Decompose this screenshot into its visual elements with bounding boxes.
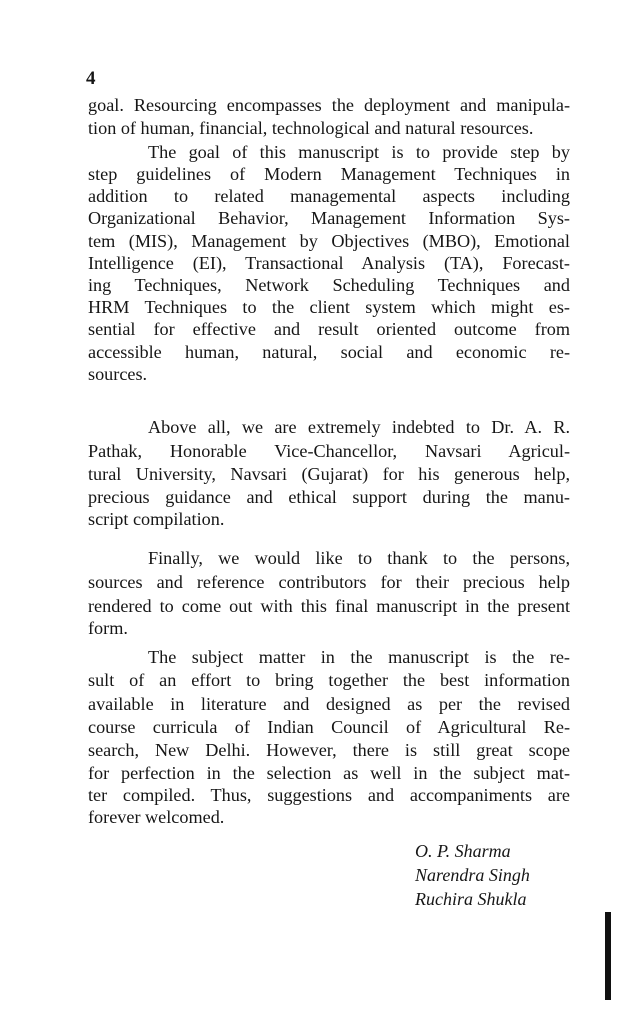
paragraph-2-line: sources. — [88, 364, 148, 384]
paragraph-4-line: form. — [88, 618, 128, 638]
author-name: Ruchira Shukla — [415, 889, 527, 909]
paragraph-2-line: Intelligence (EI), Transactional Analysis (TA), Forecast- — [88, 253, 570, 273]
paragraph-3-line: Pathak, Honorable Vice-Chancellor, Navsari Agricul- — [88, 441, 570, 461]
paragraph-3-line: precious guidance and ethical support during the manu- — [88, 487, 570, 507]
scan-artifact-bar — [605, 912, 611, 1000]
paragraph-3-line: script compilation. — [88, 509, 225, 529]
paragraph-2-line: ing Techniques, Network Scheduling Techniques and — [88, 275, 570, 295]
paragraph-1-line: tion of human, financial, technological and natural resources. — [88, 118, 534, 138]
paragraph-2-line: HRM Techniques to the client system which might es- — [88, 297, 570, 317]
paragraph-5-line: The subject matter in the manuscript is the re- — [148, 647, 570, 667]
paragraph-4-line: rendered to come out with this final manuscript in the present — [88, 596, 570, 616]
paragraph-5-line: sult of an effort to bring together the best information — [88, 670, 570, 690]
paragraph-2-line: accessible human, natural, social and economic re- — [88, 342, 570, 362]
paragraph-2-line: sential for effective and result oriented outcome from — [88, 319, 570, 339]
paragraph-4-line: sources and reference contributors for their precious help — [88, 572, 570, 592]
paragraph-5-line: search, New Delhi. However, there is still great scope — [88, 740, 570, 760]
paragraph-3-line: tural University, Navsari (Gujarat) for his generous help, — [88, 464, 570, 484]
paragraph-2-line: The goal of this manuscript is to provide step by — [148, 142, 570, 162]
paragraph-5-line: available in literature and designed as per the revised — [88, 694, 570, 714]
paragraph-5-line: course curricula of Indian Council of Agricultural Re- — [88, 717, 570, 737]
author-name: Narendra Singh — [415, 865, 530, 885]
paragraph-2-line: addition to related managemental aspects including — [88, 186, 570, 206]
paragraph-2-line: tem (MIS), Management by Objectives (MBO), Emotional — [88, 231, 570, 251]
paragraph-2-line: Organizational Behavior, Management Information Sys- — [88, 208, 570, 228]
paragraph-3-line: Above all, we are extremely indebted to Dr. A. R. — [148, 417, 570, 437]
author-name: O. P. Sharma — [415, 841, 511, 861]
page-number: 4 — [86, 68, 96, 89]
paragraph-4-line: Finally, we would like to thank to the persons, — [148, 548, 570, 568]
paragraph-5-line: forever welcomed. — [88, 807, 225, 827]
paragraph-5-line: for perfection in the selection as well in the subject mat- — [88, 763, 570, 783]
paragraph-1-line: goal. Resourcing encompasses the deployment and manipula- — [88, 95, 570, 115]
paragraph-2-line: step guidelines of Modern Management Techniques in — [88, 164, 570, 184]
paragraph-5-line: ter compiled. Thus, suggestions and accompaniments are — [88, 785, 570, 805]
